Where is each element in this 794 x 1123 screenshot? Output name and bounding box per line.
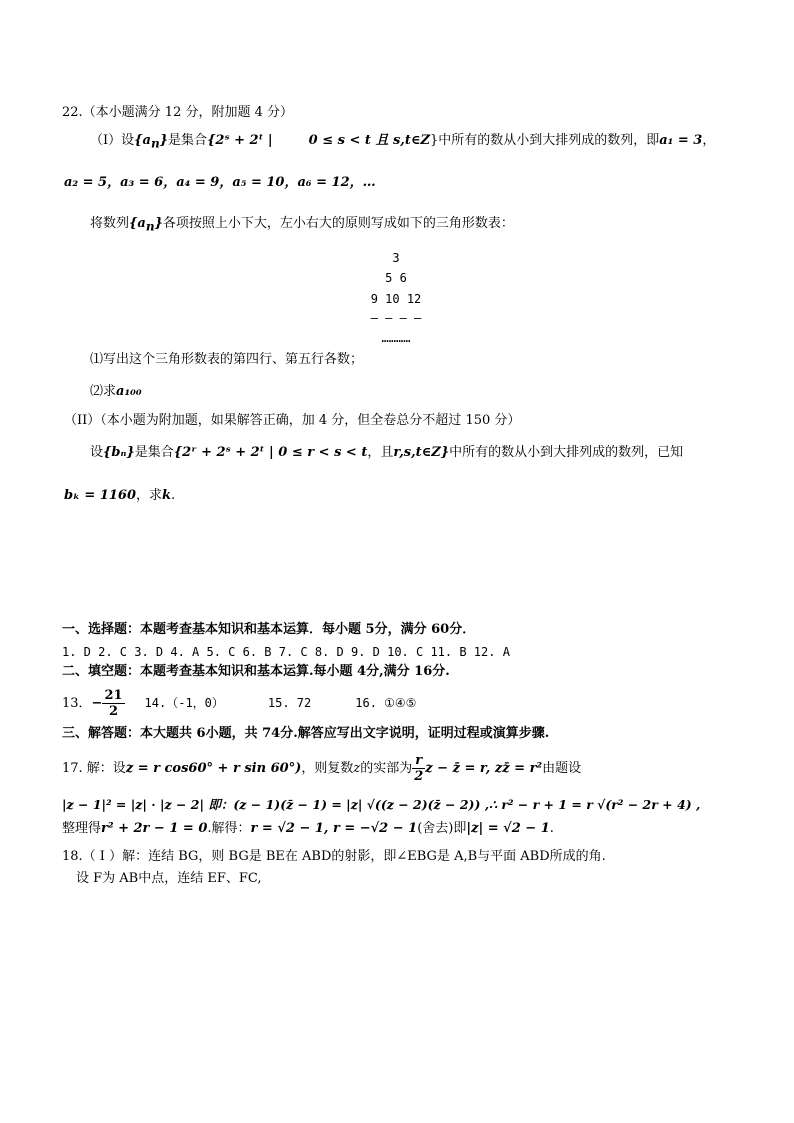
tri-row-4: — — — — [370, 311, 422, 325]
q22-set-expr: {2ˢ + 2ᵗ | [207, 133, 273, 148]
tri-row-5: ………… [381, 331, 411, 345]
q22-part1-a: （I）设 [90, 133, 135, 148]
answers-sec1: 一、选择题：本题考查基本知识和基本运算．每小题 5分，满分 60分． [62, 622, 476, 637]
q17-zvar: z [353, 761, 361, 776]
q22-part2-d: 中所有的数从小到大排列成的数列，已知 [449, 445, 684, 460]
answers-fill-in [62, 688, 416, 719]
q22-sub2-text: ⑵求 [90, 384, 117, 399]
q16-answer: 16. ①④⑤ [355, 696, 417, 710]
q13-numerator: 21 [104, 688, 123, 703]
q13-denominator: 2 [108, 704, 119, 719]
q17-a: 17. 解：设 [62, 761, 126, 776]
answers-sec1-list: 1. D 2. C 3. D 4. A 5. C 6. B 7. C 8. D 9. D 10. C 11. B 12. A [62, 645, 510, 659]
q22-seq-line: a₂ = 5，a₃ = 6，a₄ = 9，a₅ = 10，a₆ = 12，… [64, 175, 376, 190]
q22-part2-b: 是集合 [134, 445, 174, 460]
q22-part2-e: ，求 [136, 488, 163, 503]
q17-l3-b: r² + 2r − 1 = 0 [101, 821, 208, 836]
q22-part2-line [90, 444, 683, 462]
q13-sign: − [91, 696, 103, 711]
q22-tri-intro: 将数列$\{a_n\}$各项按照上小下大，左小右大的原则写成如下的三角形数表： [90, 216, 514, 234]
q17-frac-num: r [412, 753, 425, 769]
q22-set-a-end: } [159, 133, 169, 148]
q22-sub1: ⑴写出这个三角形数表的第四行、第五行各数； [90, 352, 364, 367]
q22-part2-cond: r,s,t∈Z} [393, 445, 450, 460]
q17-frac-den: 2 [414, 769, 424, 784]
q22-part2-c: ，且 [367, 445, 394, 460]
q22-a100: a₁₀₀ [116, 384, 142, 399]
q22-part2-set: {2ʳ + 2ˢ + 2ᵗ | 0 ≤ r < s < t [173, 445, 368, 460]
q14-answer: 14.（-1，0） [144, 696, 224, 710]
answers-sec2: 二、填空题：本题考查基本知识和基本运算.每小题 4分,满分 16分. [62, 664, 450, 679]
answers-sec3: 三、解答题：本大题共 6小题，共 74分.解答应写出文字说明，证明过程或演算步骤. [62, 726, 550, 741]
q15-answer: 15. 72 [267, 696, 312, 710]
q22-part2-a: 设 [90, 445, 104, 460]
q22-k: k [162, 488, 172, 503]
q18-line1: 18.（ I ）解：连结 BG，则 BG是 BE在 ABD的射影，即∠EBG是 A,B与平面 ABD所成的角. [62, 849, 606, 864]
q22-part1-b: 是集合 [168, 133, 208, 148]
q17-l3-f: |z| = √2 − 1 [466, 821, 550, 836]
q22-part1-line [90, 132, 715, 153]
q17-e: 由题设 [542, 761, 582, 776]
q17-fraction [412, 753, 425, 784]
q22-set-a: {a [134, 133, 151, 148]
q22-set-a-sub: n [150, 136, 160, 151]
q17-l3-c: .解得： [207, 821, 251, 836]
q17-l3-d: r = √2 − 1, r = −√2 − 1 [250, 821, 418, 836]
q17-b: ，则复数 [301, 761, 354, 776]
q22-sub2 [90, 383, 142, 401]
q17-line1 [62, 753, 581, 784]
q22-part2-header: （II）（本小题为附加题，如果解答正确，加 4 分，但全卷总分不超过 150 分） [64, 413, 521, 428]
q17-l3-e: (舍去)即 [417, 821, 467, 836]
tri-row-1: 3 [392, 251, 400, 265]
q13-fraction [102, 688, 124, 719]
q18-line2: 设 F为 AB中点，连结 EF、FC, [76, 871, 262, 886]
q17-c: 的实部为 [360, 761, 413, 776]
q17-z: z = r cos60° + r sin 60°) [125, 761, 302, 776]
tri-row-2: 5 6 [385, 271, 407, 285]
q17-l3-g: . [549, 821, 554, 836]
q22-set-b: {bₙ} [103, 445, 135, 460]
q17-l3-a: 整理得 [62, 821, 102, 836]
q22-set-cond: 0 ≤ s < t 且 s,t∈Z [308, 133, 430, 148]
q22-tri-intro-a: 将数列 [90, 216, 130, 231]
q17-line2: |z − 1|² = |z| · |z − 2| 即：(z − 1)(z̄ − 1) = |z| √((z − 2)(z̄ − 2)) ,∴ r² − r + 1 = r √(r² − 2r + 4) , [62, 797, 701, 812]
q22-part2-f: . [171, 488, 176, 503]
q22-part1-c: }中所有的数从小到大排列成的数列，即 [429, 133, 660, 148]
q17-line3 [62, 820, 554, 838]
q22-part2-line2 [64, 487, 175, 505]
q22-comma: ， [702, 133, 716, 148]
q22-tri-intro-b: 各项按照上小下大，左小右大的原则写成如下的三角形数表： [162, 216, 514, 231]
q22-a1: a₁ = 3 [659, 133, 703, 148]
q22-bk: bₖ = 1160 [64, 488, 137, 503]
q17-d: z − z̄ = r, zz̄ = r² [425, 761, 543, 776]
tri-row-3: 9 10 12 [370, 292, 422, 306]
q13-label: 13． [62, 696, 92, 711]
q22-header: 22.（本小题满分 12 分，附加题 4 分） [62, 105, 294, 120]
